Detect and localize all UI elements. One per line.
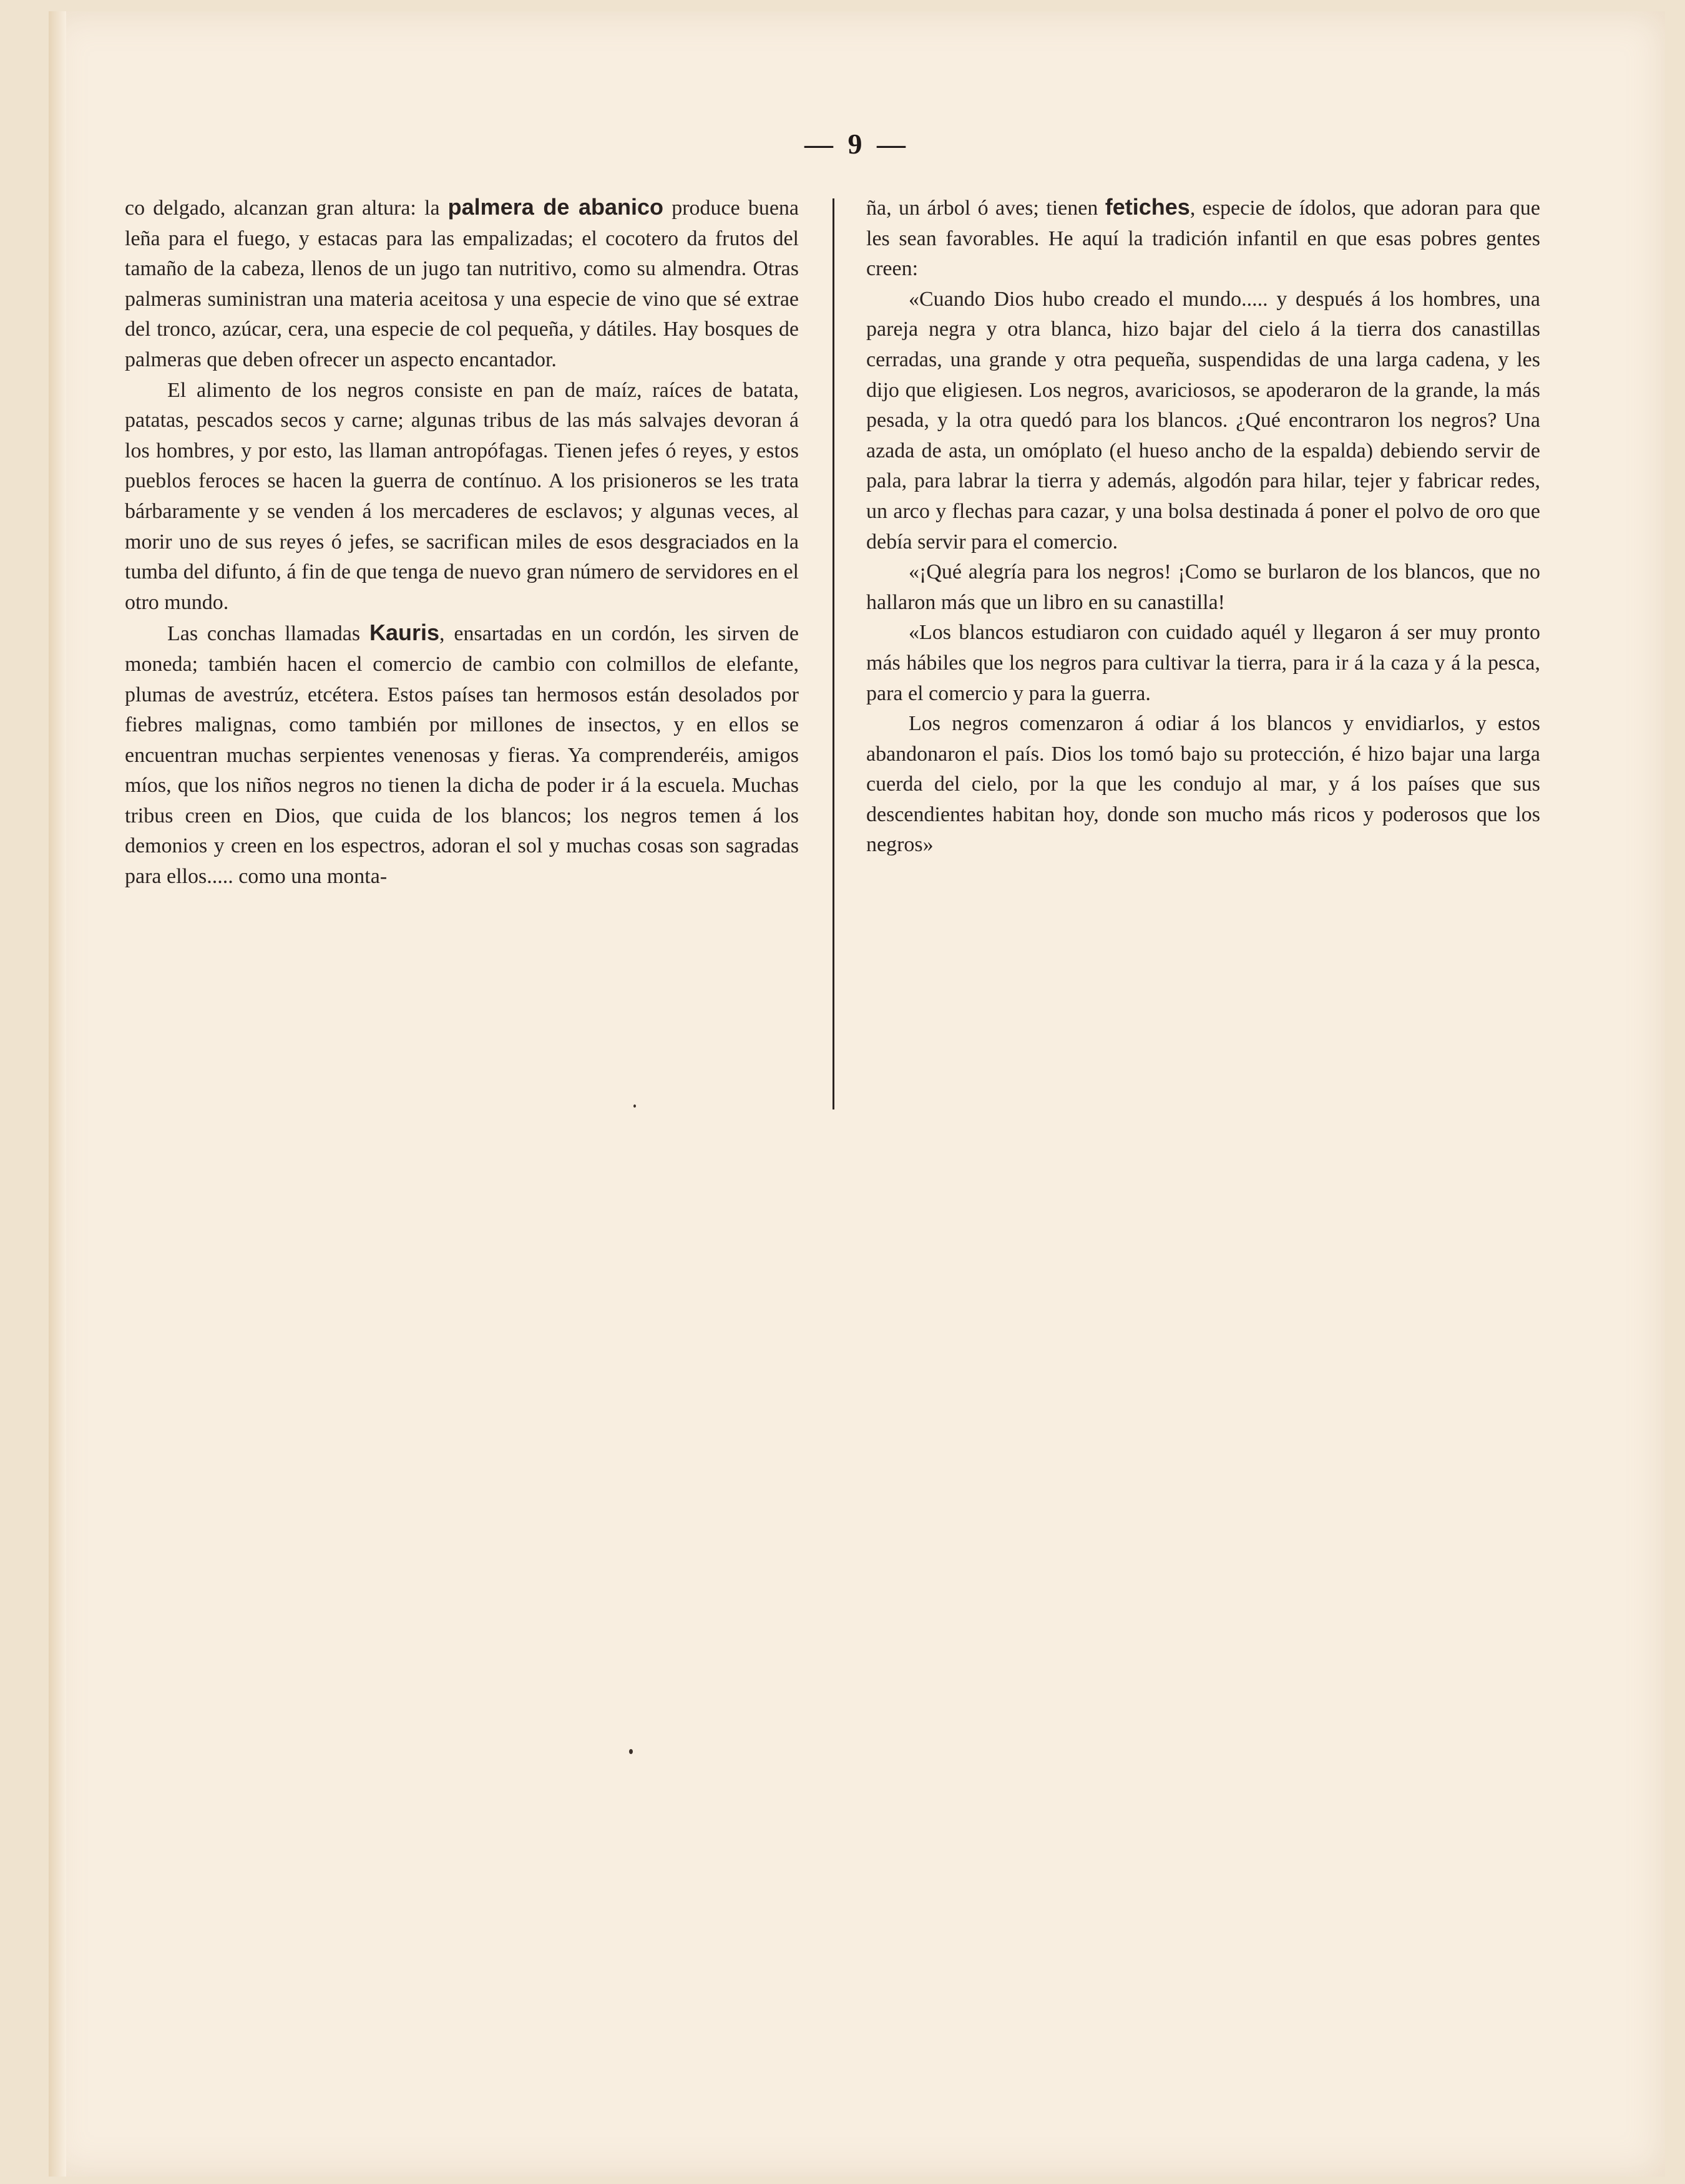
- text-run: ña, un árbol ó aves; tienen: [866, 197, 1105, 220]
- text-run: co delgado, alcanzan gran altura: la: [125, 197, 448, 220]
- text-run: produce buena leña para el fuego, y estacas para las empalizadas; el cocotero da frutos del tamaño de la cabeza, llenos de un jugo tan nutritivo, como su almendra. Otras palmeras suministran una materia aceitosa y una especie de vino que sé extrae del tronco, azúcar, cera, una especie de col pequeña, y dátiles. Hay bosques de palmeras que deben ofrecer un aspecto encantador.: [125, 197, 799, 371]
- text-run: Las conchas llamadas: [167, 622, 369, 646]
- left-paragraph-1: [125, 192, 799, 376]
- right-paragraph-5: Los negros comenzaron á odiar á los blancos y envidiarlos, y estos abandonaron el país. Dios los tomó bajo su protección, é hizo bajar una larga cuerda del cielo, por la que les condujo al mar, y á los países que sus descendientes habitan hoy, donde son mucho más ricos y poderosos que los negros»: [866, 712, 1540, 857]
- right-paragraph-2: «Cuando Dios hubo creado el mundo..... y después á los hombres, una pareja negra y otra blanca, hizo bajar del cielo á la tierra dos canastillas cerradas, una grande y otra pequeña, suspendidas de una larga cadena, y les dijo que eligiesen. Los negros, avariciosos, se apoderaron de la grande, la más pesada, y la otra quedó para los blancos. ¿Qué encontraron los negros? Una azada de asta, un omóplato (el hueso ancho de la espalda) debiendo servir de pala, para labrar la tierra y además, algodón para hilar, tejer y fabricar redes, un arco y flechas para cazar, y una bolsa destinada á poner el polvo de oro que debía servir para el comercio.: [866, 287, 1540, 553]
- text-run: , ensartadas en un cordón, les sirven de moneda; también hacen el comercio de cambio con colmillos de elefante, plumas de avestrúz, etcétera. Estos países tan hermosos están desolados por fiebres malignas, como también por millones de insectos, y en ellos se encuentran muchas serpientes venenosas y fieras. Ya comprenderéis, amigos míos, que los niños negros no tienen la dicha de poder ir á la escuela. Muchas tribus creen en Dios, que cuida de los blancos; los negros temen á los demonios y creen en los espectros, adoran el sol y muchas cosas son sagradas para ellos..... como una monta-: [125, 622, 799, 889]
- page-sheet: [49, 11, 1665, 2177]
- left-paragraph-2: El alimento de los negros consiste en pan de maíz, raíces de batata, patatas, pescados secos y carne; algunas tribus de las más salvajes devoran á los hombres, y por esto, las llaman antropófagas. Tienen jefes ó reyes, y estos pueblos feroces se hacen la guerra de contínuo. A los prisioneros se les trata bárbaramente y se venden á los mercaderes de esclavos; y algunas veces, al morir uno de sus reyes ó jefes, se sacrifican miles de esos desgraciados en la tumba del difunto, á fin de que tenga de nuevo gran número de servidores en el otro mundo.: [125, 378, 799, 614]
- emphasis-palmera-de-abanico: palmera de abanico: [447, 194, 664, 220]
- column-divider: [833, 198, 834, 1109]
- text-run: , especie de ídolos, que adoran para que les sean favorables. He aquí la tradición infantil en que esas pobres gentes creen:: [866, 197, 1541, 281]
- emphasis-kauris: Kauris: [369, 620, 440, 646]
- right-paragraph-4: «Los blancos estudiaron con cuidado aquél y llegaron á ser muy pronto más hábiles que los negros para cultivar la tierra, para ir á la caza y á la pesca, para el comercio y para la guerra.: [866, 621, 1540, 705]
- right-paragraph-1: [866, 192, 1540, 285]
- paper-speck: [633, 1104, 636, 1108]
- page-number: — 9 —: [804, 128, 909, 160]
- left-paragraph-3: [125, 618, 799, 892]
- page-fold-shadow: [49, 11, 66, 2177]
- paper-speck: [629, 1749, 633, 1754]
- emphasis-fetiches: fetiches: [1105, 194, 1190, 220]
- right-column: [866, 192, 1540, 860]
- right-paragraph-3: «¡Qué alegría para los negros! ¡Como se burlaron de los blancos, que no hallaron más que un libro en su canastilla!: [866, 560, 1540, 614]
- left-column: [125, 192, 799, 892]
